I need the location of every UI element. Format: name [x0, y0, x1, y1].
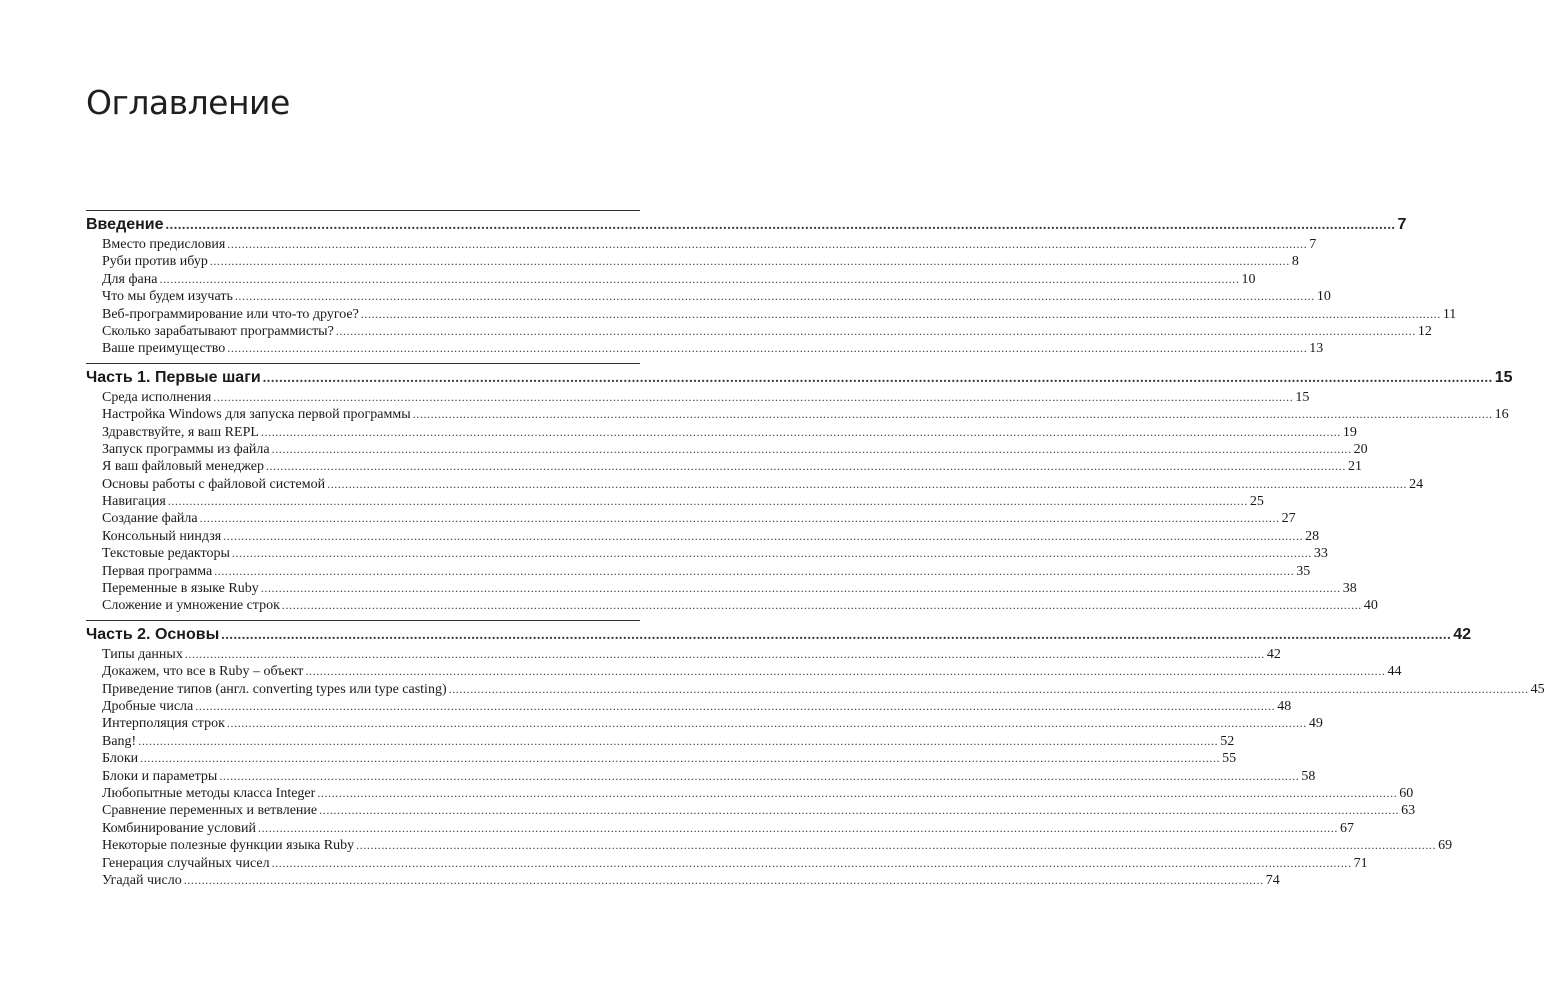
- toc-entry-title: Что мы будем изучать: [102, 289, 233, 305]
- toc-entry-title: Генерация случайных чисел: [102, 855, 270, 871]
- dot-leader: ............................................................................................................................................................................................................................................................................................................: [335, 323, 1416, 338]
- toc-entry-page-number: 38: [1342, 581, 1357, 597]
- part-heading-title: Часть 2. Основы: [86, 625, 220, 643]
- toc-entry-page-number: 12: [1417, 323, 1432, 339]
- dot-leader: ............................................................................................................................................................................................................................................................................................................: [317, 785, 1398, 800]
- toc-entry-page-number: 27: [1281, 511, 1296, 527]
- toc-entry: [86, 340, 1324, 357]
- toc-entry: [86, 236, 1317, 253]
- toc-entry-page-number: 28: [1305, 528, 1320, 544]
- dot-leader: ............................................................................................................................................................................................................................................................................................................: [281, 598, 1362, 613]
- toc-entry-page-number: 40: [1363, 598, 1378, 614]
- toc-entry-page-number: 8: [1291, 254, 1299, 270]
- toc-entry-page-number: 10: [1241, 271, 1256, 287]
- dot-leader: ............................................................................................................................................................................................................................................................................................................: [262, 370, 1493, 386]
- toc-entry: [86, 389, 1310, 406]
- toc-entry: [86, 872, 1280, 889]
- part-heading-page-number: 15: [1494, 368, 1513, 386]
- toc-entry-page-number: 44: [1387, 664, 1402, 680]
- toc-entry: [86, 545, 1328, 562]
- toc-entry-page-number: 42: [1266, 646, 1281, 662]
- toc-entry-page-number: 19: [1342, 424, 1357, 440]
- dot-leader: ............................................................................................................................................................................................................................................................................................................: [199, 511, 1280, 526]
- toc-entry: [86, 563, 1311, 580]
- toc-entry-page-number: 13: [1309, 341, 1324, 357]
- dot-leader: ............................................................................................................................................................................................................................................................................................................: [260, 581, 1341, 596]
- toc-entry: [86, 253, 1299, 270]
- toc-entry: [86, 733, 1235, 750]
- toc-entry-page-number: 21: [1347, 459, 1362, 475]
- toc-entry-title: Докажем, что все в Ruby – объект: [102, 664, 304, 680]
- dot-leader: ............................................................................................................................................................................................................................................................................................................: [140, 751, 1221, 766]
- toc-entry-title: Настройка Windows для запуска первой программы: [102, 407, 411, 423]
- dot-leader: ............................................................................................................................................................................................................................................................................................................: [221, 627, 1452, 643]
- toc-entry-title: Типы данных: [102, 646, 183, 662]
- toc-entry: [86, 646, 1281, 663]
- dot-leader: ............................................................................................................................................................................................................................................................................................................: [219, 768, 1300, 783]
- toc-entry-page-number: 63: [1401, 803, 1416, 819]
- dot-leader: ............................................................................................................................................................................................................................................................................................................: [319, 803, 1400, 818]
- toc-entry: [86, 528, 1320, 545]
- toc-entry: [86, 406, 1509, 423]
- dot-leader: ............................................................................................................................................................................................................................................................................................................: [271, 855, 1352, 870]
- dot-leader: ............................................................................................................................................................................................................................................................................................................: [184, 646, 1265, 661]
- toc-entry: [86, 441, 1368, 458]
- toc-entry-title: Навигация: [102, 494, 166, 510]
- toc-entry-title: Вместо предисловия: [102, 237, 226, 252]
- toc-entry-page-number: 67: [1339, 820, 1354, 836]
- toc-entry-page-number: 74: [1265, 872, 1280, 888]
- toc-entry: [86, 271, 1256, 288]
- dot-leader: ............................................................................................................................................................................................................................................................................................................: [231, 546, 1312, 561]
- toc-entry-title: Переменные в языке Ruby: [102, 581, 259, 597]
- toc-entry: [86, 750, 1237, 767]
- toc-entry: [86, 785, 1414, 802]
- toc-section: [86, 620, 1545, 889]
- toc-entry: [86, 580, 1357, 597]
- toc-entry-title: Блоки: [102, 751, 139, 767]
- toc-entry-page-number: 16: [1494, 407, 1509, 423]
- dot-leader: ............................................................................................................................................................................................................................................................................................................: [265, 459, 1346, 474]
- toc-entry-title: Основы работы с файловой системой: [102, 476, 326, 492]
- toc-entry-page-number: 55: [1222, 751, 1237, 767]
- toc-entry: [86, 663, 1402, 680]
- dot-leader: ............................................................................................................................................................................................................................................................................................................: [356, 838, 1437, 853]
- toc-entry: [86, 597, 1378, 614]
- dot-leader: ............................................................................................................................................................................................................................................................................................................: [412, 407, 1493, 422]
- toc-entry: [86, 681, 1545, 698]
- toc-entry-page-number: 48: [1277, 698, 1292, 714]
- dot-leader: ............................................................................................................................................................................................................................................................................................................: [165, 218, 1396, 233]
- dot-leader: ............................................................................................................................................................................................................................................................................................................: [327, 476, 1408, 491]
- toc-entry-title: Веб-программирование или что-то другое?: [102, 306, 359, 322]
- toc-entry-page-number: 11: [1442, 306, 1457, 322]
- toc-entry-title: Сколько зарабатывают программисты?: [102, 323, 334, 339]
- toc-entry-title: Любопытные методы класса Integer: [102, 785, 316, 801]
- toc-entry-title: Для фана: [102, 271, 158, 287]
- page-title: Оглавление: [86, 83, 290, 122]
- toc-entry-title: Дробные числа: [102, 698, 194, 714]
- toc-entry-title: Bang!: [102, 733, 137, 749]
- dot-leader: ............................................................................................................................................................................................................................................................................................................: [214, 563, 1295, 578]
- toc-entry: [86, 768, 1316, 785]
- toc-entry: [86, 306, 1457, 323]
- dot-leader: ............................................................................................................................................................................................................................................................................................................: [209, 254, 1290, 269]
- toc-entry: [86, 288, 1331, 305]
- dot-leader: ............................................................................................................................................................................................................................................................................................................: [195, 698, 1276, 713]
- toc-entry-page-number: 45: [1530, 681, 1545, 697]
- toc-entry: [86, 458, 1362, 475]
- toc-entry-page-number: 60: [1399, 785, 1414, 801]
- dot-leader: ............................................................................................................................................................................................................................................................................................................: [260, 424, 1341, 439]
- dot-leader: ............................................................................................................................................................................................................................................................................................................: [159, 271, 1240, 286]
- part-heading-page-number: 42: [1453, 625, 1472, 643]
- toc-entry-page-number: 35: [1296, 563, 1311, 579]
- dot-leader: ............................................................................................................................................................................................................................................................................................................: [234, 289, 1315, 304]
- dot-leader: ............................................................................................................................................................................................................................................................................................................: [183, 872, 1264, 887]
- toc-entry-title: Руби против ибур: [102, 254, 208, 270]
- toc-entry: [86, 510, 1296, 527]
- toc-section: [86, 210, 1457, 358]
- toc-entry-page-number: 58: [1301, 768, 1316, 784]
- part-heading-title: Введение: [86, 216, 164, 233]
- part-heading-page-number: 7: [1397, 216, 1407, 233]
- toc-entry: [86, 424, 1357, 441]
- toc-entry: [86, 802, 1416, 819]
- dot-leader: ............................................................................................................................................................................................................................................................................................................: [305, 664, 1386, 679]
- toc-entry: [86, 820, 1354, 837]
- dot-leader: ............................................................................................................................................................................................................................................................................................................: [360, 306, 1441, 321]
- toc-entry-title: Ваше преимущество: [102, 341, 226, 357]
- dot-leader: ............................................................................................................................................................................................................................................................................................................: [257, 820, 1338, 835]
- dot-leader: ............................................................................................................................................................................................................................................................................................................: [227, 237, 1308, 251]
- dot-leader: ............................................................................................................................................................................................................................................................................................................: [227, 341, 1308, 356]
- dot-leader: ............................................................................................................................................................................................................................................................................................................: [226, 716, 1307, 731]
- toc-entry-page-number: 7: [1309, 237, 1317, 252]
- dot-leader: ............................................................................................................................................................................................................................................................................................................: [223, 528, 1304, 543]
- toc-entry-page-number: 52: [1220, 733, 1235, 749]
- toc-entry: [86, 698, 1292, 715]
- toc-entry: [86, 855, 1368, 872]
- toc-entry-title: Консольный ниндзя: [102, 528, 222, 544]
- dot-leader: ............................................................................................................................................................................................................................................................................................................: [448, 681, 1529, 696]
- dot-leader: ............................................................................................................................................................................................................................................................................................................: [271, 441, 1352, 456]
- dot-leader: ............................................................................................................................................................................................................................................................................................................: [138, 733, 1219, 748]
- toc-section: [86, 363, 1513, 615]
- toc-entry-title: Запуск программы из файла: [102, 441, 270, 457]
- toc-entry: [86, 476, 1424, 493]
- toc-entry-title: Я ваш файловый менеджер: [102, 459, 264, 475]
- toc-entry-title: Интерполяция строк: [102, 716, 225, 732]
- toc-entry-title: Угадай число: [102, 872, 182, 888]
- toc-entry-title: Блоки и параметры: [102, 768, 218, 784]
- part-heading: [86, 213, 1407, 236]
- toc-entry-page-number: 24: [1409, 476, 1424, 492]
- toc-entry-title: Создание файла: [102, 511, 198, 527]
- toc-entry: [86, 715, 1323, 732]
- part-heading: [86, 623, 1472, 646]
- toc-entry-page-number: 25: [1249, 494, 1264, 510]
- toc-entry-title: Некоторые полезные функции языка Ruby: [102, 838, 355, 854]
- toc-entry-title: Первая программа: [102, 563, 213, 579]
- toc-entry: [86, 493, 1264, 510]
- dot-leader: ............................................................................................................................................................................................................................................................................................................: [167, 494, 1248, 509]
- toc-entry-page-number: 33: [1313, 546, 1328, 562]
- toc-entry-page-number: 15: [1295, 389, 1310, 405]
- part-heading: [86, 366, 1513, 389]
- toc-entry: [86, 323, 1432, 340]
- part-heading-title: Часть 1. Первые шаги: [86, 368, 261, 386]
- toc-entry-title: Сложение и умножение строк: [102, 598, 280, 614]
- toc-entry-title: Приведение типов (англ. converting types или type casting): [102, 681, 447, 697]
- toc-entry-page-number: 10: [1316, 289, 1331, 305]
- toc-entry: [86, 837, 1453, 854]
- toc-entry-title: Сравнение переменных и ветвление: [102, 803, 318, 819]
- toc-entry-page-number: 69: [1438, 838, 1453, 854]
- toc-entry-title: Текстовые редакторы: [102, 546, 230, 562]
- toc-entry-page-number: 71: [1353, 855, 1368, 871]
- toc-entry-title: Среда исполнения: [102, 389, 212, 405]
- toc-entry-page-number: 49: [1308, 716, 1323, 732]
- toc-entry-title: Здравствуйте, я ваш REPL: [102, 424, 259, 440]
- toc-entry-title: Комбинирование условий: [102, 820, 256, 836]
- toc-entry-page-number: 20: [1353, 441, 1368, 457]
- dot-leader: ............................................................................................................................................................................................................................................................................................................: [213, 389, 1294, 404]
- table-of-contents: [86, 210, 1545, 894]
